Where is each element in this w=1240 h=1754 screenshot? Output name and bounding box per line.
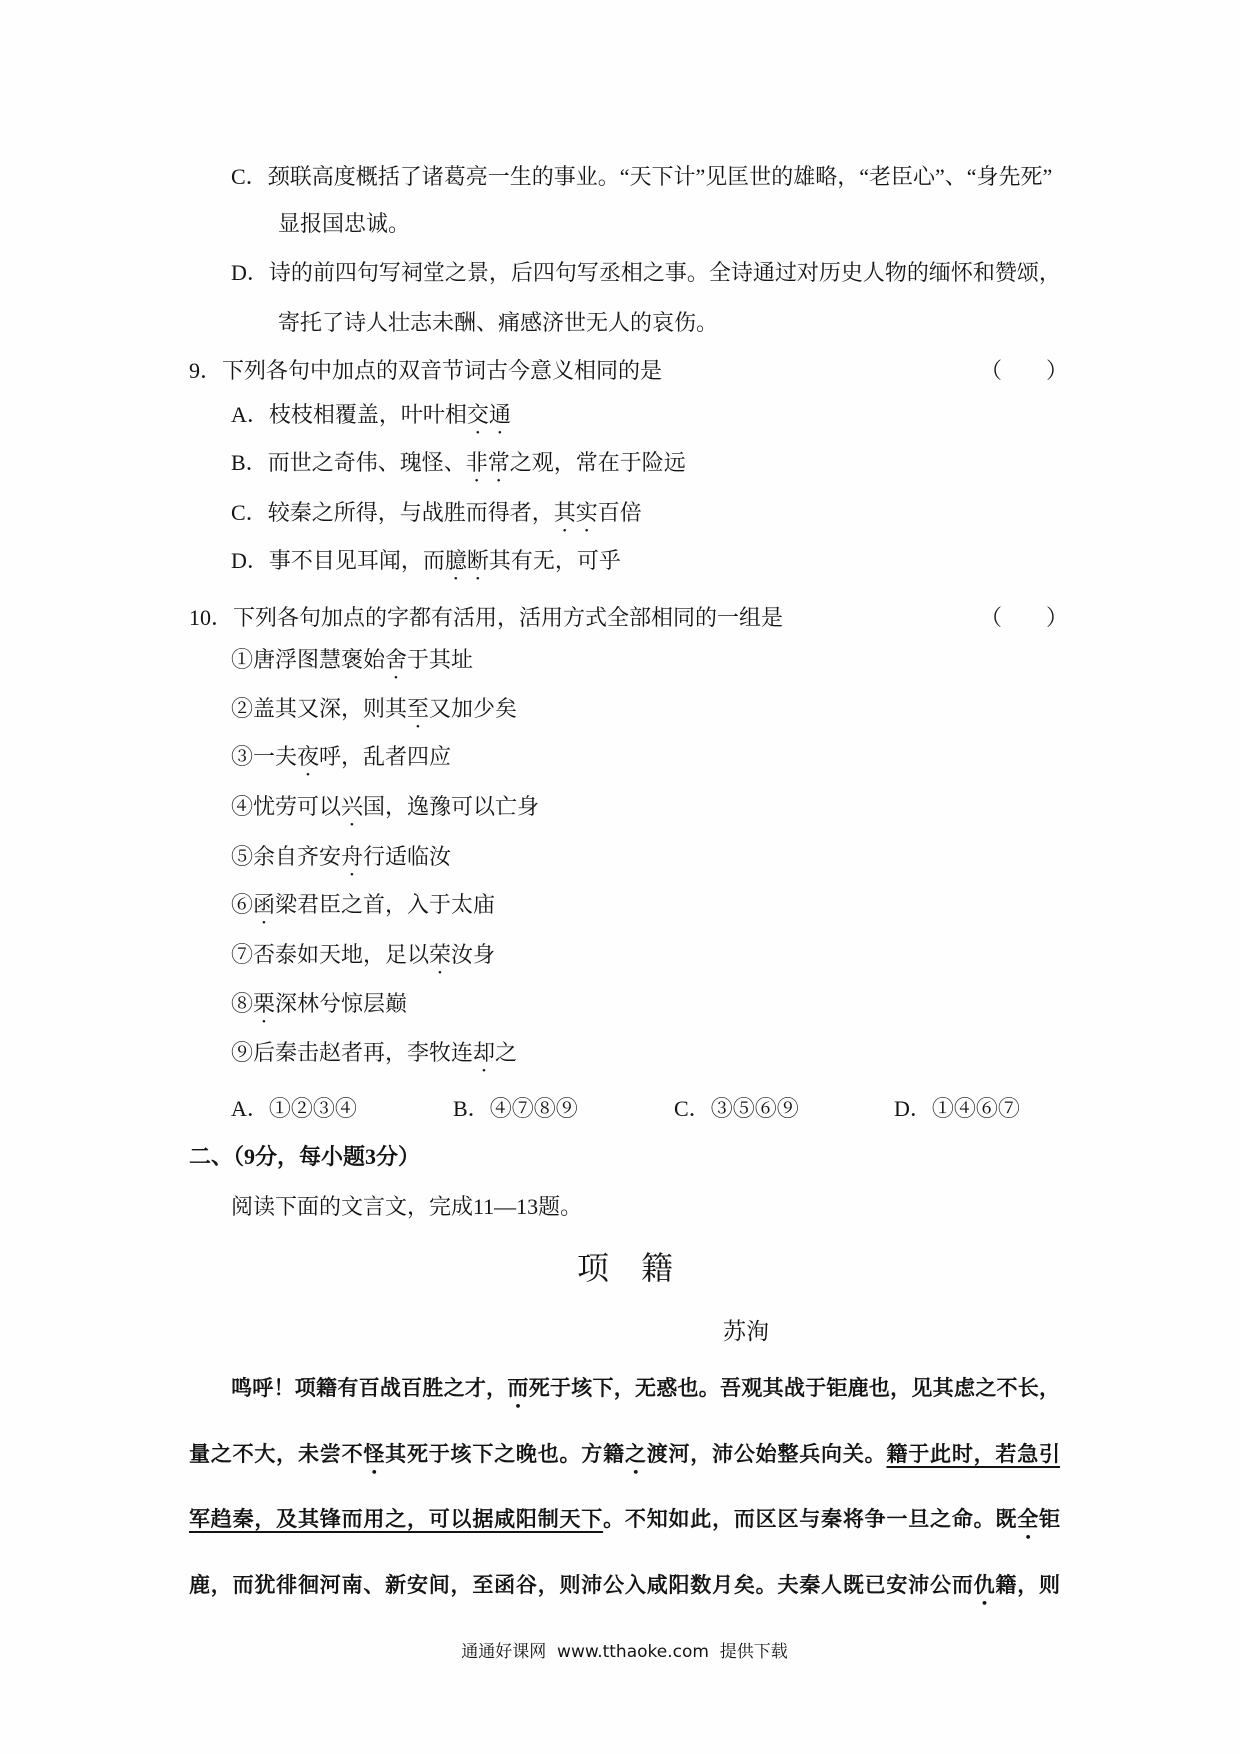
option-label: A． bbox=[231, 402, 269, 427]
q9-option-a bbox=[231, 402, 511, 439]
passage-line-1 bbox=[231, 1375, 1060, 1413]
passage-text: 鸣呼！项籍有百战百胜之才， bbox=[231, 1376, 508, 1400]
sentence-text: 于其址 bbox=[407, 647, 474, 672]
q10-choice-a bbox=[231, 1096, 357, 1122]
sentence-text: ②盖其又深，则其 bbox=[231, 696, 408, 721]
choice-value: ①②③④ bbox=[268, 1096, 357, 1121]
choice-label: C． bbox=[674, 1096, 711, 1121]
choice-label: D． bbox=[894, 1096, 932, 1121]
question-9-stem bbox=[189, 358, 662, 384]
passage-text: 其死于垓下之晚也。方籍 bbox=[385, 1442, 625, 1466]
question-10-stem bbox=[189, 605, 783, 631]
dotted-word: 舍 bbox=[385, 647, 408, 672]
sentence-text: 国，逸豫可以亡身 bbox=[363, 794, 540, 819]
sentence-text: ⑦否泰如天地，足以 bbox=[231, 942, 430, 967]
q10-sentence-8 bbox=[231, 991, 407, 1028]
dotted-word: 却 bbox=[473, 1040, 496, 1065]
passage-text: 渡河，沛公始整兵向关。 bbox=[646, 1442, 887, 1466]
answer-blank: （ ） bbox=[980, 358, 1069, 383]
option-label: D． bbox=[231, 548, 269, 573]
q10-sentence-9 bbox=[231, 1040, 517, 1077]
q10-choice-c bbox=[674, 1096, 799, 1122]
dotted-word: 怪 bbox=[363, 1442, 386, 1466]
sentence-text: ③一夫 bbox=[231, 744, 298, 769]
dotted-word: 函 bbox=[253, 892, 276, 917]
dotted-word: 全 bbox=[1017, 1507, 1040, 1531]
q10-sentence-5 bbox=[231, 844, 451, 881]
dotted-word: 其实 bbox=[553, 500, 598, 525]
option-text: 事不目见耳闻，而 bbox=[268, 548, 445, 573]
option-text: 显报国忠诚。 bbox=[278, 211, 411, 236]
option-text: 较秦之所得，与战胜而得者， bbox=[267, 500, 554, 525]
q10-sentence-3 bbox=[231, 744, 451, 781]
option-text: 而世之奇伟、瑰怪、 bbox=[267, 450, 466, 475]
sentence-text: ④忧劳可以 bbox=[231, 794, 342, 819]
option-c-line-2 bbox=[278, 211, 410, 237]
dotted-word: 而 bbox=[507, 1376, 529, 1400]
option-text: 诗的前四句写祠堂之景，后四句写丞相之事。全诗通过对历史人物的缅怀和赞颂， bbox=[268, 260, 1061, 285]
choice-label: B． bbox=[453, 1096, 490, 1121]
passage-text: 量之不大，未尝不 bbox=[189, 1442, 364, 1466]
q10-sentence-7 bbox=[231, 942, 495, 979]
option-label: C． bbox=[231, 164, 268, 189]
passage-text: 鹿，而犹徘徊河南、新安间，至函谷，则沛公入咸阳数月矣。夫秦人既已安沛公而 bbox=[189, 1573, 974, 1597]
option-label: C． bbox=[231, 500, 268, 525]
choice-value: ③⑤⑥⑨ bbox=[710, 1096, 799, 1121]
dotted-word: 之 bbox=[624, 1442, 647, 1466]
dotted-word: 仇 bbox=[973, 1573, 996, 1597]
dotted-word: 舟 bbox=[341, 844, 364, 869]
dotted-word: 至 bbox=[407, 696, 430, 721]
q9-option-b bbox=[231, 450, 686, 487]
question-text: 下列各句加点的字都有活用，活用方式全部相同的一组是 bbox=[233, 605, 784, 630]
option-d-line-2 bbox=[278, 310, 718, 336]
sentence-text: 之 bbox=[495, 1040, 518, 1065]
passage-line-3 bbox=[189, 1506, 1060, 1544]
option-label: B． bbox=[231, 450, 268, 475]
passage-line-4 bbox=[189, 1572, 1060, 1610]
dotted-word: 交通 bbox=[466, 402, 511, 427]
option-text: 枝枝相覆盖，叶叶相 bbox=[268, 402, 467, 427]
sentence-text: ①唐浮图慧褒始 bbox=[231, 647, 386, 672]
q10-choice-b bbox=[453, 1096, 578, 1122]
dotted-word: 臆断 bbox=[444, 548, 489, 573]
q9-option-c bbox=[231, 500, 642, 537]
sentence-text: ⑧ bbox=[231, 991, 254, 1016]
sentence-text: ⑨后秦击赵者再，李牧连 bbox=[231, 1040, 474, 1065]
section-heading: 二、（9分，每小题3分） bbox=[189, 1144, 421, 1169]
sentence-text: 汝身 bbox=[451, 942, 496, 967]
page-footer: 通通好课网 www.tthaoke.com 提供下载 bbox=[461, 1642, 788, 1662]
q9-option-d bbox=[231, 548, 621, 585]
underlined-sentence: 籍于此时，若急引 bbox=[886, 1442, 1061, 1466]
passage-text: 死于垓下，无惑也。吾观其战于钜鹿也，见其虑之不长， bbox=[528, 1376, 1061, 1400]
dotted-word: 夜 bbox=[297, 744, 320, 769]
option-text: 之观，常在于险远 bbox=[509, 450, 686, 475]
passage-title: 项 籍 bbox=[577, 1250, 674, 1286]
choice-value: ④⑦⑧⑨ bbox=[489, 1096, 578, 1121]
passage-text: 籍，则 bbox=[995, 1573, 1061, 1597]
section-instruction: 阅读下面的文言文，完成11—13题。 bbox=[231, 1194, 583, 1219]
option-d-line-1 bbox=[231, 260, 1061, 286]
sentence-text: 行适临汝 bbox=[363, 844, 452, 869]
underlined-sentence: 军趋秦，及其锋而用之，可以据咸阳制天下 bbox=[189, 1507, 604, 1531]
sentence-text: ⑤余自齐安 bbox=[231, 844, 342, 869]
sentence-text: 梁君臣之首，入于太庙 bbox=[275, 892, 496, 917]
q10-sentence-2 bbox=[231, 696, 517, 733]
sentence-text: 呼，乱者四应 bbox=[319, 744, 452, 769]
sentence-text: ⑥ bbox=[231, 892, 254, 917]
option-text: 颈联高度概括了诸葛亮一生的事业。“天下计”见匡世的雄略，“老臣心”、“身先死” bbox=[267, 164, 1053, 189]
option-text: 其有无，可乎 bbox=[488, 548, 621, 573]
passage-text: 钜 bbox=[1039, 1507, 1061, 1531]
choice-label: A． bbox=[231, 1096, 269, 1121]
q10-sentence-4 bbox=[231, 794, 539, 831]
option-c-line-1 bbox=[231, 164, 1052, 190]
option-label: D． bbox=[231, 260, 269, 285]
choice-value: ①④⑥⑦ bbox=[931, 1096, 1020, 1121]
question-text: 下列各句中加点的双音节词古今意义相同的是 bbox=[222, 358, 663, 383]
dotted-word: 兴 bbox=[341, 794, 364, 819]
option-text: 百倍 bbox=[597, 500, 642, 525]
answer-blank: （ ） bbox=[980, 605, 1069, 630]
question-number: 9． bbox=[189, 358, 223, 383]
q10-sentence-6 bbox=[231, 892, 495, 929]
question-number: 10． bbox=[189, 605, 234, 630]
dotted-word: 栗 bbox=[253, 991, 276, 1016]
option-text: 寄托了诗人壮志未酬、痛感济世无人的哀伤。 bbox=[278, 310, 719, 335]
q10-sentence-1 bbox=[231, 647, 473, 684]
sentence-text: 深林兮惊层巅 bbox=[275, 991, 408, 1016]
dotted-word: 非常 bbox=[465, 450, 510, 475]
passage-line-2 bbox=[189, 1441, 1060, 1479]
sentence-text: 又加少矣 bbox=[429, 696, 518, 721]
passage-author: 苏洵 bbox=[723, 1319, 769, 1345]
passage-text: 。不知如此，而区区与秦将争一旦之命。既 bbox=[603, 1507, 1018, 1531]
dotted-word: 荣 bbox=[429, 942, 452, 967]
q10-choice-d bbox=[894, 1096, 1020, 1122]
